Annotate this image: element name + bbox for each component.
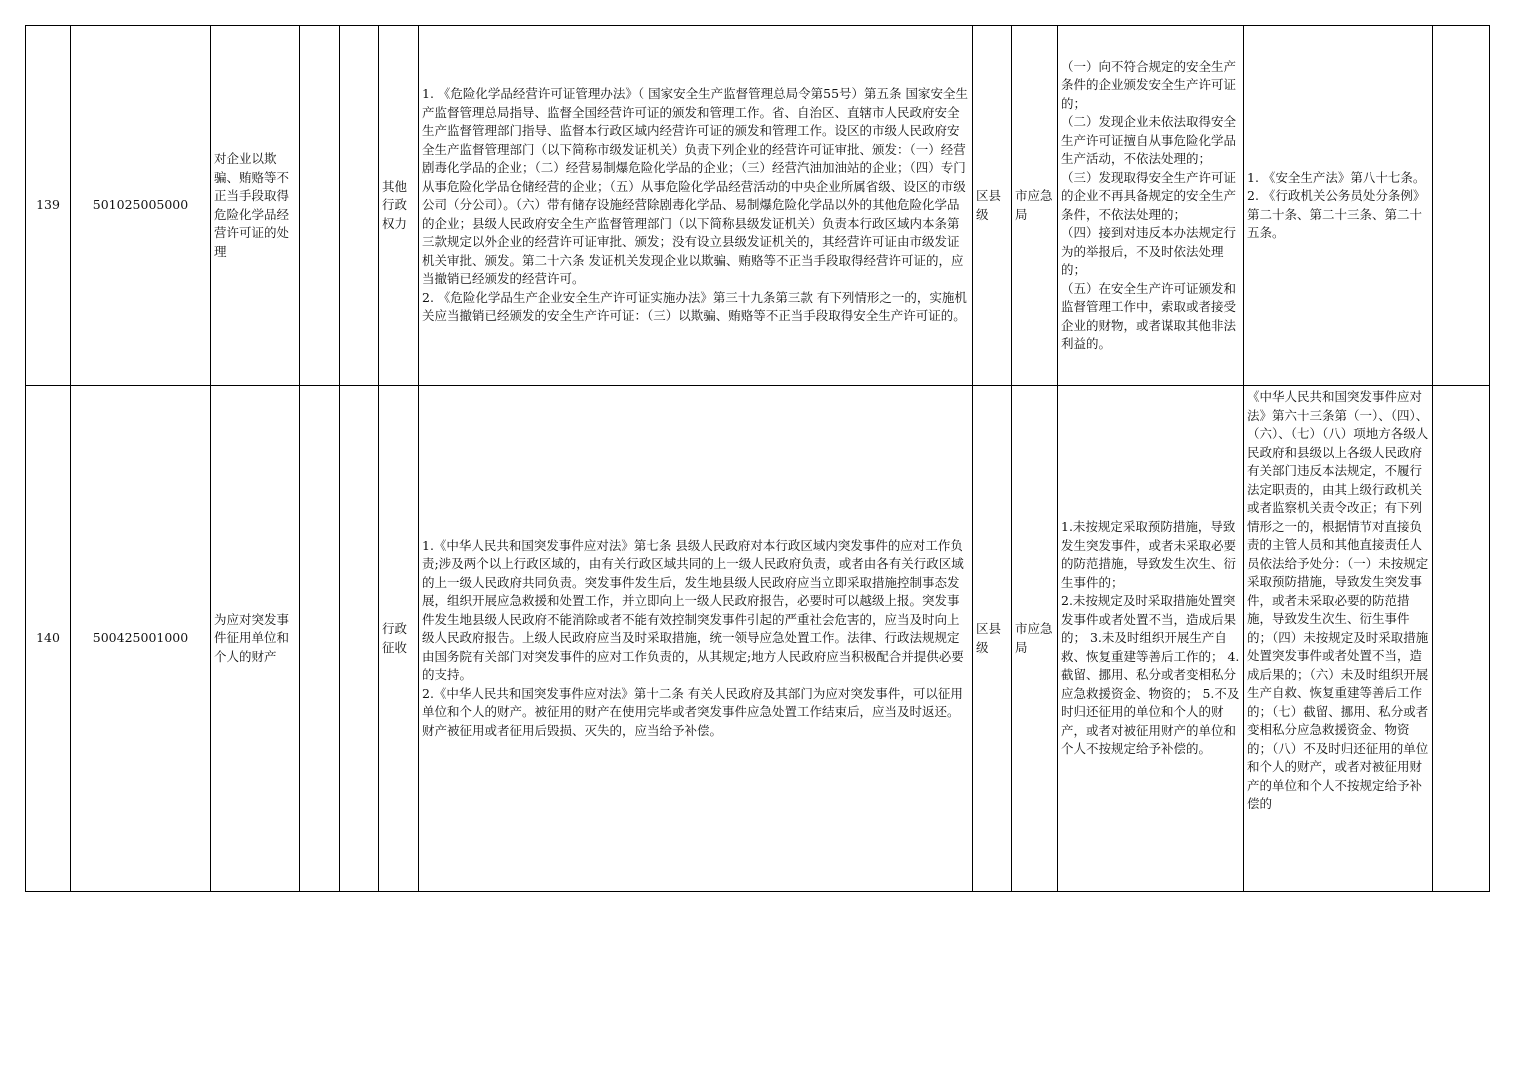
- table-row: [26, 26, 1490, 386]
- item-name: 为应对突发事件征用单位和个人的财产: [211, 386, 300, 892]
- implementing-department: 市应急局: [1012, 386, 1058, 892]
- remarks-cell: [1433, 386, 1490, 892]
- legal-basis: [419, 26, 973, 386]
- legal-basis-paragraph: 2. 《危险化学品生产企业安全生产许可证实施办法》第三十九条第三款 有下列情形之一的，实施机关应当撤销已经颁发的安全生产许可证：（三）以欺骗、贿赂等不正当手段取得安全生产许可证的。: [422, 289, 967, 324]
- power-type: 其他行政权力: [379, 26, 419, 386]
- resp-paragraph: 《中华人民共和国突发事件应对法》第六十三条第（一）、（四）、（六）、（七）（八）项地方各级人民政府和县级以上各级人民政府有关部门违反本法规定，不履行法定职责的，由其上级行政机关或者监察机关责令改正；有下列情形之一的，根据情节对直接负责的主管人员和其他直接责任人员依法给予处分：（一）未按规定采取预防措施，导致发生突发事件，或者未采取必要的防范措施，导致发生次生、衍生事件的；（四）未按规定及时采取措施处置突发事件或者处置不当，造成后果的；（六）未及时组织开展生产自救、恢复重建等善后工作的；（七）截留、挪用、私分或者变相私分应急救援资金、物资的；（八）不及时归还征用的单位和个人的财产，或者对被征用财产的单位和个人不按规定给予补偿的: [1247, 389, 1429, 811]
- remarks-cell: [1433, 26, 1490, 386]
- resp-paragraph: 2. 《行政机关公务员处分条例》第二十条、第二十三条、第二十五条。: [1247, 188, 1426, 240]
- legal-basis: [419, 386, 973, 892]
- sub-item-cell: [300, 386, 340, 892]
- duty-paragraph: 1.未按规定采取预防措施，导致发生突发事件，或者未采取必要的防范措施，导致发生次生、衍生事件的；: [1061, 519, 1237, 590]
- row-number: 140: [26, 386, 71, 892]
- implementing-level: 区县级: [973, 26, 1012, 386]
- legal-basis-paragraph: 1. 《危险化学品经营许可证管理办法》（ 国家安全生产监督管理总局令第55号）第五条 国家安全生产监督管理总局指导、监督全国经营许可证的颁发和管理工作。省、自治区、直辖市人民政府安全生产监督管理部门指导、监督本行政区域内经营许可证的颁发和管理工作。设区的市级人民政府安全生产监督管理部门（以下简称市级发证机关）负责下列企业的经营许可证审批、颁发：（一）经营剧毒化学品的企业；（二）经营易制爆危险化学品的企业；（三）经营汽油加油站的企业；（四）专门从事危险化学品仓储经营的企业；（五）从事危险化学品经营活动的中央企业所属省级、设区的市级公司（分公司）。（六）带有储存设施经营除剧毒化学品、易制爆危险化学品以外的其他危险化学品的企业；县级人民政府安全生产监督管理部门（以下简称县级发证机关）负责本行政区域内本条第三款规定以外企业的经营许可证审批、颁发；没有设立县级发证机关的，其经营许可证由市级发证机关审批、颁发。第二十六条 发证机关发现企业以欺骗、贿赂等不正当手段取得经营许可证的，应当撤销已经颁发的经营许可。: [422, 86, 969, 287]
- item-name: 对企业以欺骗、贿赂等不正当手段取得危险化学品经营许可证的处理: [211, 26, 300, 386]
- duty-paragraph: 2.未按规定及时采取措施处置突发事件或者处置不当，造成后果的； 3.未及时组织开展生产自救、恢复重建等善后工作的； 4.截留、挪用、私分或者变相私分应急救援资金、物资的； 5.不及时归还征用的单位和个人的财产，或者对被征用财产的单位和个人不按规定给予补偿的。: [1061, 593, 1240, 757]
- accountability-basis: [1244, 26, 1433, 386]
- item-code: 501025005000: [71, 26, 211, 386]
- resp-paragraph: 1. 《安全生产法》第八十七条。: [1247, 169, 1426, 185]
- accountability-basis: [1244, 386, 1433, 892]
- duty-paragraph: （四）接到对违反本办法规定行为的举报后，不及时依法处理的；: [1061, 225, 1237, 277]
- sub-item-cell: [340, 26, 379, 386]
- item-code: 500425001000: [71, 386, 211, 892]
- accountability-circumstances: [1058, 386, 1244, 892]
- duty-paragraph: （一）向不符合规定的安全生产条件的企业颁发安全生产许可证的；: [1061, 58, 1237, 111]
- row-number: 139: [26, 26, 71, 386]
- duty-paragraph: （五）在安全生产许可证颁发和监督管理工作中，索取或者接受企业的财物，或者谋取其他非法利益的。: [1061, 280, 1237, 351]
- accountability-circumstances: [1058, 26, 1244, 386]
- sub-item-cell: [300, 26, 340, 386]
- table-row: [26, 386, 1490, 892]
- duty-paragraph: （三）发现取得安全生产许可证的企业不再具备规定的安全生产条件，不依法处理的；: [1061, 169, 1237, 222]
- implementing-level: 区县级: [973, 386, 1012, 892]
- legal-basis-paragraph: 2.《中华人民共和国突发事件应对法》第十二条 有关人民政府及其部门为应对突发事件，可以征用单位和个人的财产。被征用的财产在使用完毕或者突发事件应急处置工作结束后，应当及时返还。财产被征用或者征用后毁损、灭失的，应当给予补偿。: [422, 685, 963, 738]
- legal-basis-paragraph: 1.《中华人民共和国突发事件应对法》第七条 县级人民政府对本行政区域内突发事件的应对工作负责;涉及两个以上行政区域的，由有关行政区域共同的上一级人民政府负责，或者由各有关行政区域的上一级人民政府共同负责。突发事件发生后，发生地县级人民政府应当立即采取措施控制事态发展，组织开展应急救援和处置工作，并立即向上一级人民政府报告，必要时可以越级上报。突发事件发生地县级人民政府不能消除或者不能有效控制突发事件引起的严重社会危害的，应当及时向上级人民政府报告。上级人民政府应当及时采取措施，统一领导应急处置工作。法律、行政法规规定由国务院有关部门对突发事件的应对工作负责的，从其规定;地方人民政府应当积极配合并提供必要的支持。: [422, 537, 964, 683]
- implementing-department: 市应急局: [1012, 26, 1058, 386]
- sub-item-cell: [340, 386, 379, 892]
- duty-paragraph: （二）发现企业未依法取得安全生产许可证擅自从事危险化学品生产活动，不依法处理的；: [1061, 114, 1237, 166]
- power-type: 行政征收: [379, 386, 419, 892]
- power-list-table: [25, 25, 1490, 892]
